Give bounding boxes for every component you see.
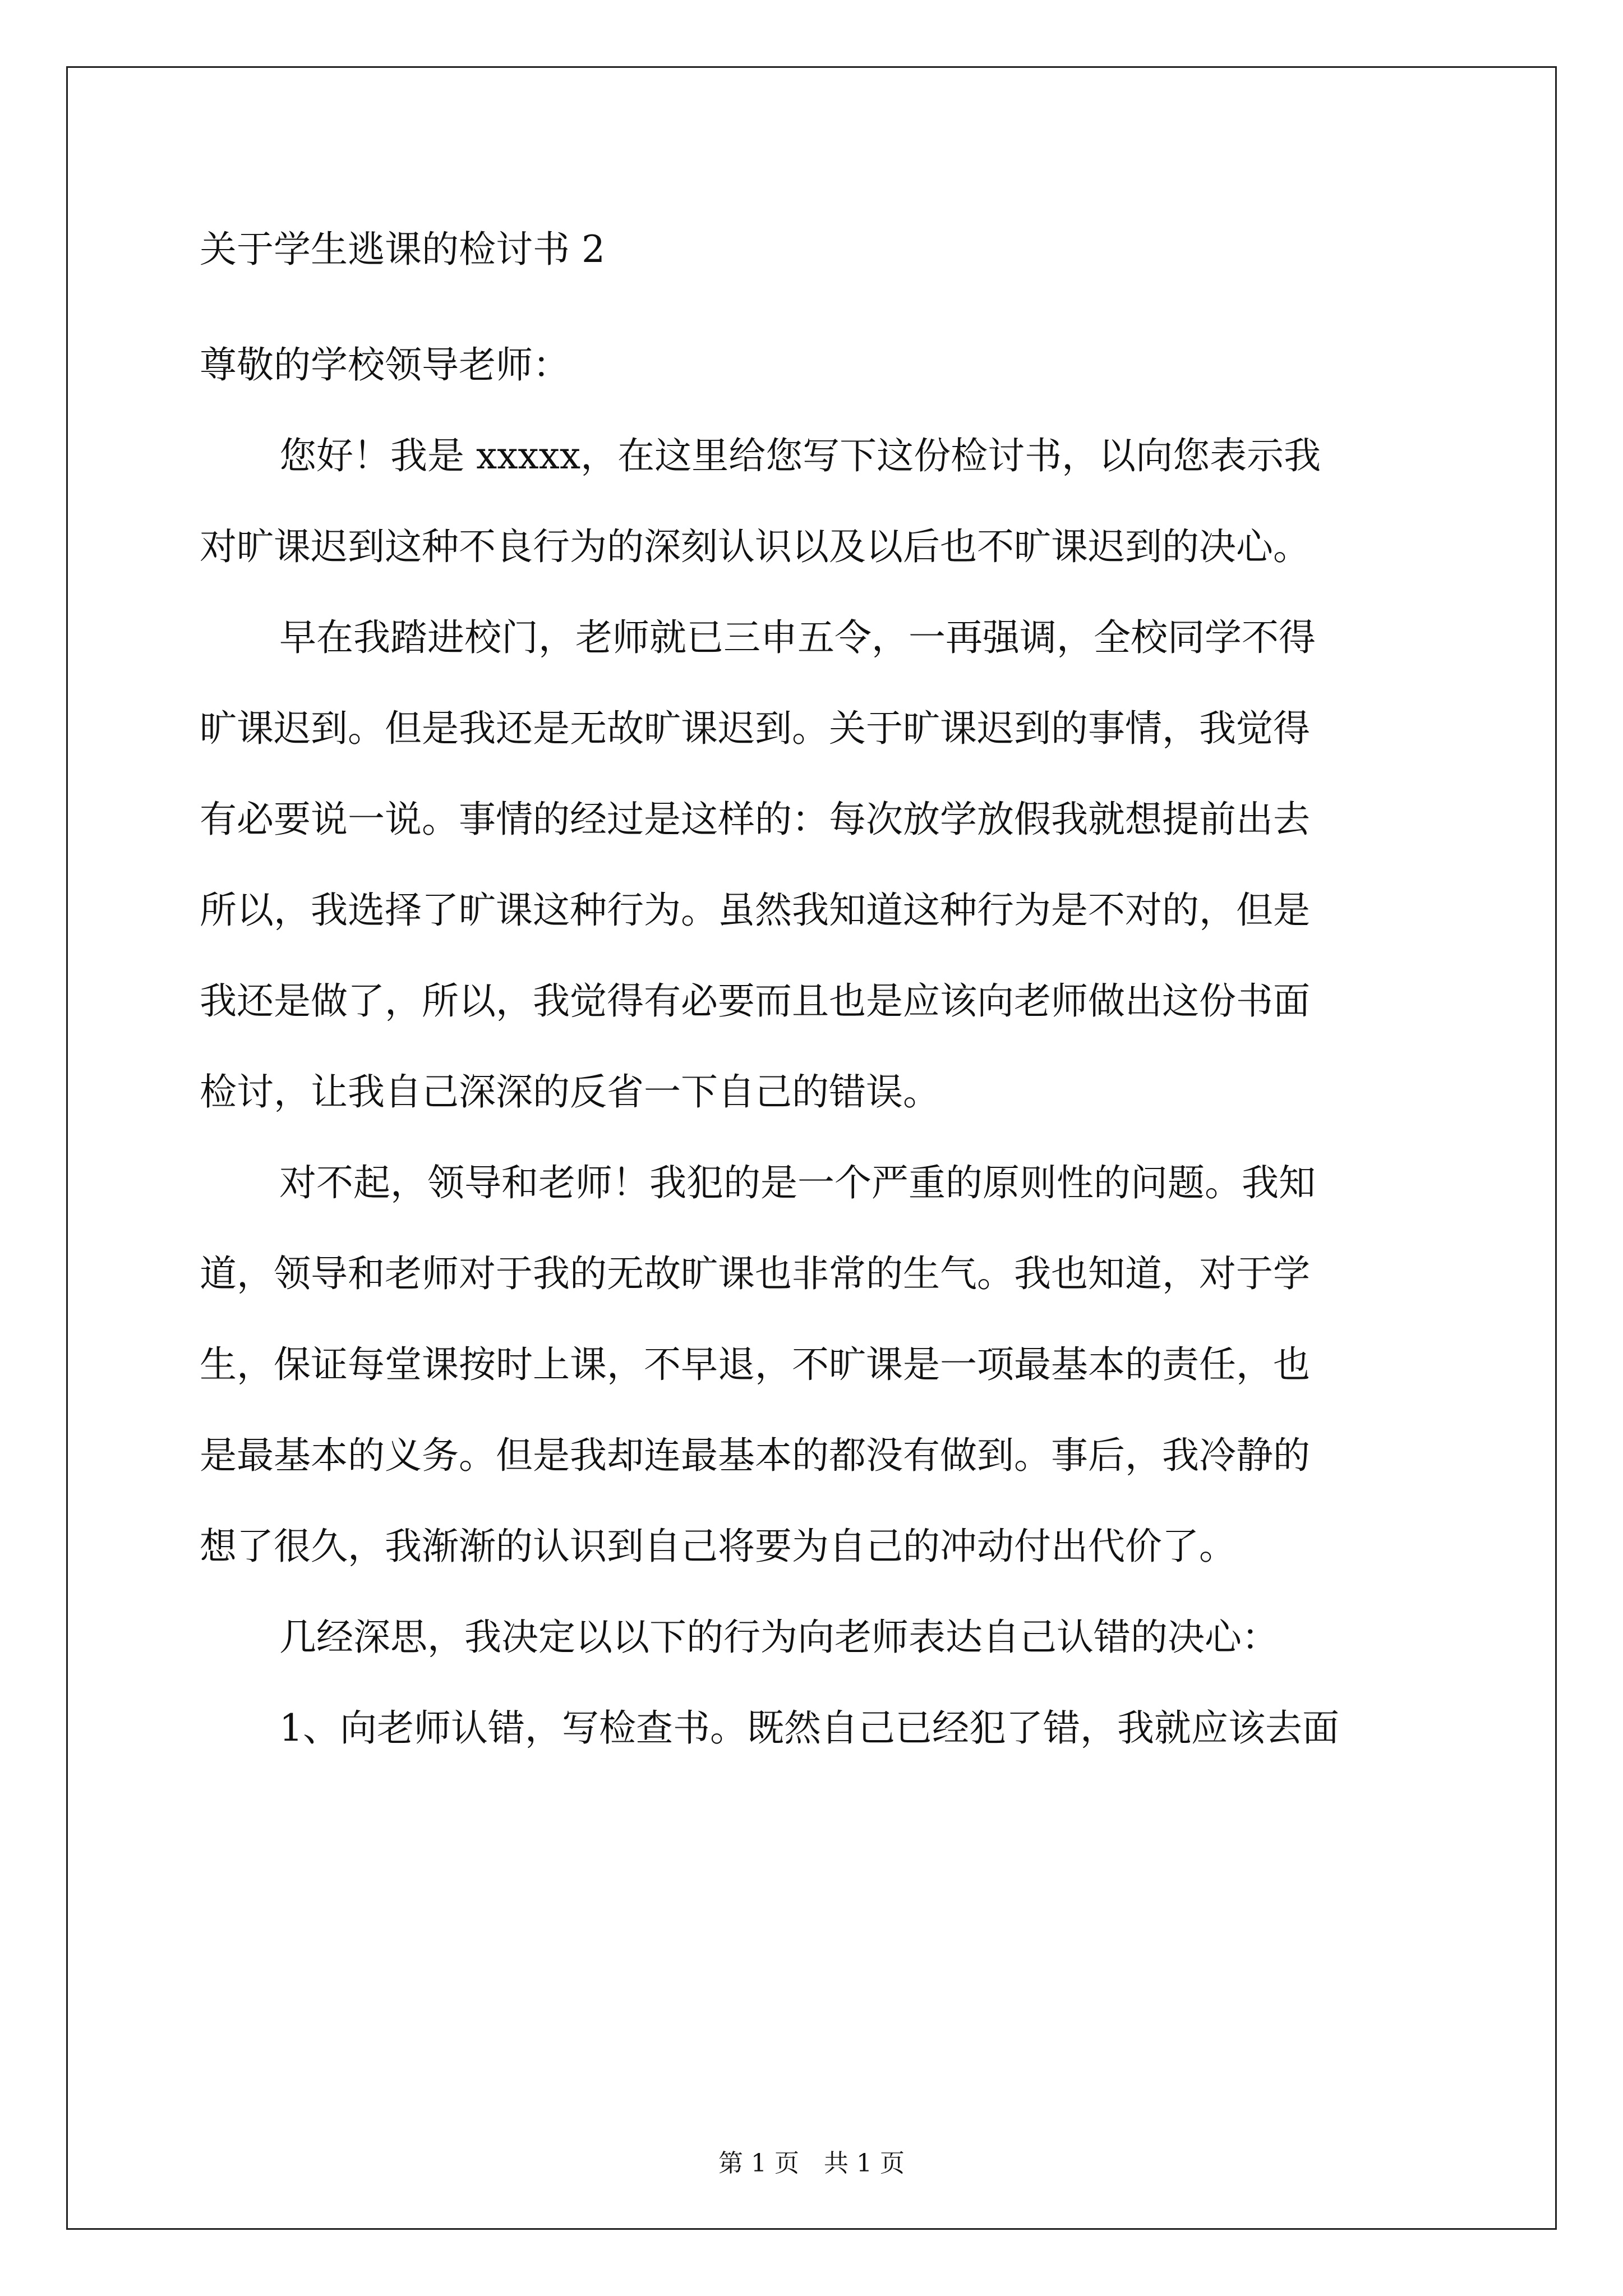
paragraph-line: 道，领导和老师对于我的无故旷课也非常的生气。我也知道，对于学 [200, 1252, 1310, 1295]
document-body [200, 219, 1433, 1774]
paragraph-line: 有必要说一说。事情的经过是这样的：每次放学放假我就想提前出去 [200, 798, 1310, 841]
paragraph-line: 几经深思，我决定以以下的行为向老师表达自己认错的决心： [279, 1616, 1279, 1659]
paragraph-line: 想了很久，我渐渐的认识到自己将要为自己的冲动付出代价了。 [200, 1525, 1236, 1568]
paragraph-line: 生，保证每堂课按时上课，不早退，不旷课是一项最基本的责任，也 [200, 1343, 1310, 1386]
document-title: 关于学生逃课的检讨书 2 [200, 228, 605, 271]
paragraph-line: 1、向老师认错，写检查书。既然自己已经犯了错，我就应该去面 [279, 1706, 1339, 1750]
paragraph-line: 旷课迟到。但是我还是无故旷课迟到。关于旷课迟到的事情，我觉得 [200, 707, 1310, 750]
paragraph-line: 所以，我选择了旷课这种行为。虽然我知道这种行为是不对的，但是 [200, 889, 1310, 932]
paragraph-line: 我还是做了，所以，我觉得有必要而且也是应该向老师做出这份书面 [200, 979, 1310, 1023]
paragraph-line: 早在我踏进校门，老师就已三申五令，一再强调，全校同学不得 [279, 616, 1316, 659]
salutation: 尊敬的学校领导老师： [200, 343, 570, 386]
paragraph-line: 您好！我是 xxxxx，在这里给您写下这份检讨书，以向您表示我 [279, 434, 1321, 477]
paragraph-line: 对不起，领导和老师！我犯的是一个严重的原则性的问题。我知 [279, 1161, 1316, 1204]
paragraph-line: 检讨，让我自己深深的反省一下自己的错误。 [200, 1070, 940, 1114]
paragraph-line: 是最基本的义务。但是我却连最基本的都没有做到。事后，我冷静的 [200, 1434, 1310, 1477]
paragraph-line: 对旷课迟到这种不良行为的深刻认识以及以后也不旷课迟到的决心。 [200, 525, 1310, 568]
page-footer: 第 1 页 共 1 页 [718, 2149, 905, 2178]
